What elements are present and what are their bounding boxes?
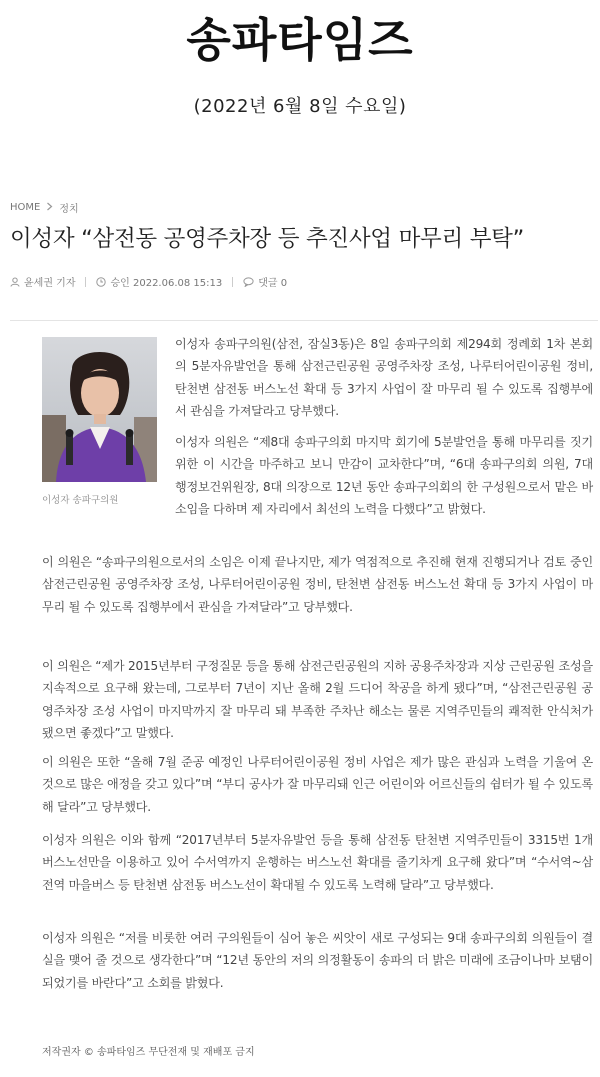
article-meta (10, 274, 287, 289)
photo-caption: 이성자 송파구의원 (42, 495, 119, 506)
article-paragraph: 이 의원은 “송파구의원으로서의 소임은 이제 끝나지만, 제가 역점적으로 추진해 현재 진행되거나 검토 중인 삼전근린공원 공영주차장 조성, 나루터어린이공원 정비, 탄천변 삼전동 버스노선 확대 등 3가지 사업이 마무리 될 수 있도록 집행부에서 관심을 가져달라”고 당부했다. (42, 555, 593, 614)
article-paragraph: 이 의원은 또한 “올해 7월 준공 예정인 나루터어린이공원 정비 사업은 제가 많은 관심과 노력을 기울여 온 것으로 많은 애정을 갖고 있다”며 “부디 공사가 잘 마무리돼 인근 어린이와 어르신들의 쉼터가 될 수 있도록 해 달라”고 당부했다. (42, 755, 593, 814)
issue-date: (2022년 6월 8일 수요일) (193, 96, 407, 117)
reporter-info (10, 274, 75, 289)
article-paragraph: 이성자 의원은 이와 함께 “2017년부터 5분자유발언 등을 통해 삼전동 탄천변 지역주민들이 3315번 1개 버스노선만을 이용하고 있어 수서역까지 운행하는 버스노선 확대를 줄기차게 요구해 왔다”며 “수서역~삼전역 마을버스 등 탄천변 삼전동 버스노선이 확대될 수 있도록 노력해 달라”고 당부했다. (42, 833, 593, 892)
newspaper-masthead: 송파타임즈 (186, 13, 414, 67)
chevron-right-icon (46, 202, 53, 214)
article-paragraph: 이성자 의원은 “제8대 송파구의회 마지막 회기에 5분발언을 통해 마무리를 짓기 위한 이 시간을 마주하고 보니 만감이 교차한다”며, “6대 송파구의회 의원, 7대 행정보건위원장, 8대 의장으로 12년 동안 송파구의회의 한 구성원으로서 맡은 바 소임을 다하며 제 자리에서 최선의 노력을 다했다”고 밝혔다. (175, 435, 593, 517)
article-photo (42, 337, 157, 482)
article-paragraph: 이 의원은 “제가 2015년부터 구정질문 등을 통해 삼전근린공원의 지하 공용주차장과 지상 근린공원 조성을 지속적으로 요구해 왔는데, 그로부터 7년이 지난 올해 2월 드디어 착공을 하게 됐다”며, “삼전근린공원 공영주차장 조성 사업이 마지막까지 잘 마무리 돼 부족한 주차난 해소는 물론 지역주민들의 쾌적한 안식처가 됐으면 좋겠다”고 말했다. (42, 659, 593, 741)
meta-divider (85, 277, 86, 287)
approved-datetime: 승인 2022.06.08 15:13 (110, 278, 223, 289)
person-icon (10, 277, 20, 287)
copyright-notice: 저작권자 © 송파타임즈 무단전재 및 재배포 금지 (42, 1047, 255, 1058)
speech-bubble-icon (243, 277, 254, 287)
breadcrumb-section-link[interactable]: 정치 (59, 204, 79, 215)
clock-icon (96, 277, 106, 287)
breadcrumb (10, 200, 79, 215)
comment-count[interactable]: 댓글 0 (258, 278, 288, 289)
article-paragraph: 이성자 송파구의원(삼전, 잠실3동)은 8일 송파구의회 제294회 정례회 1차 본회의 5분자유발언을 통해 삼전근린공원 공영주차장 조성, 나루터어린이공원 정비, 탄천변 삼전동 버스노선 확대 등 3가지 사업이 잘 마무리 될 수 있도록 집행부에서 관심을 가져달라고 당부했다. (175, 337, 593, 419)
article-paragraph: 이성자 의원은 “저를 비롯한 여러 구의원들이 심어 놓은 씨앗이 새로 구성되는 9대 송파구의회 의원들이 결실을 맺어 줄 것으로 생각한다”며 “12년 동안의 저의 의정활동이 송파의 더 밝은 미래에 조금이나마 보탬이 되었기를 바란다”고 소회를 밝혔다. (42, 931, 593, 990)
article-headline: 이성자 “삼전동 공영주차장 등 추진사업 마무리 부탁” (10, 226, 524, 252)
breadcrumb-home-link[interactable]: HOME (10, 202, 41, 213)
comments-info[interactable] (243, 274, 287, 289)
header-divider (10, 320, 598, 321)
approved-info (96, 274, 222, 289)
meta-divider (232, 277, 233, 287)
reporter-name[interactable]: 윤세권 기자 (24, 278, 76, 289)
